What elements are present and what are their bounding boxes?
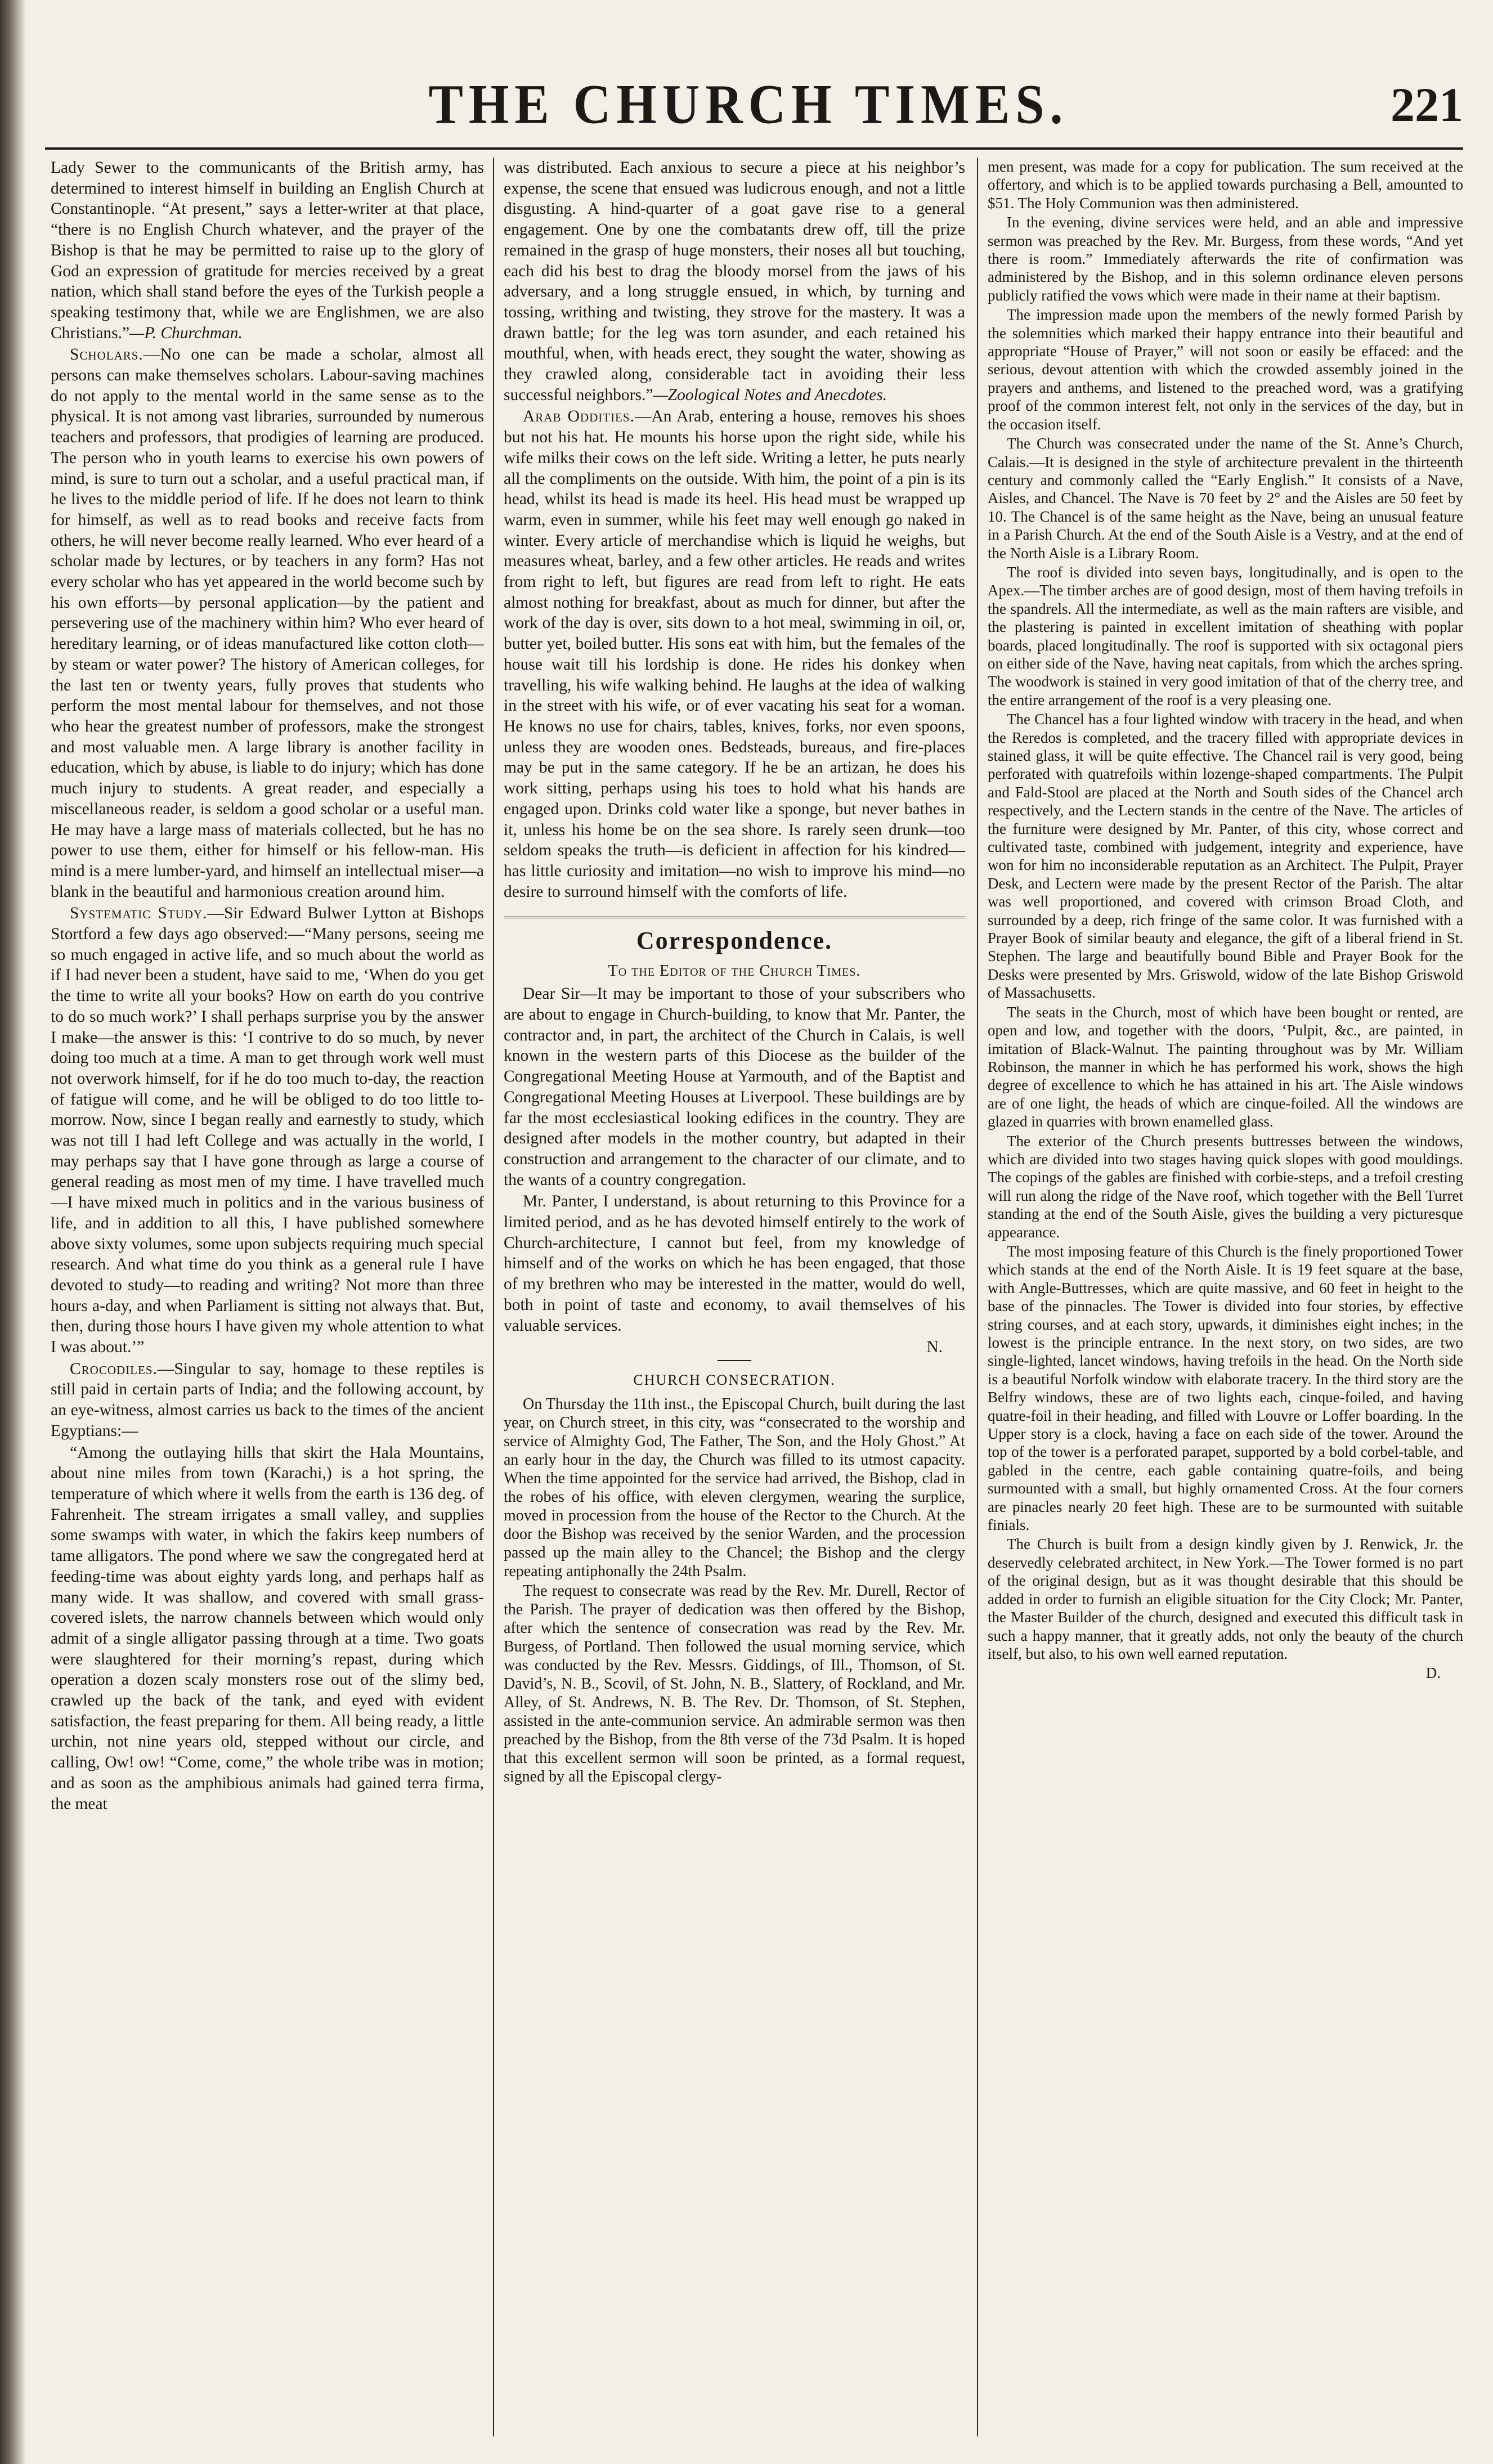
church-description-paragraph: The roof is divided into seven bays, longitudinally, and is open to the Apex.—The timber arches are of good design, most of them having trefoils in the spandrels. All the intermediate, as well as the main rafters are visible, and the plastering is painted in excellent imitation of sheathing with poplar boards, placed longitudinally. The roof is supported with six octagonal piers on either side of the Nave, having neat capitals, from which the arches spring. The woodwork is stained in very good imitation of that of the cherry tree, and the entire arrangement of the roof is a very pleasing one. bbox=[988, 563, 1463, 708]
consecration-paragraph: men present, was made for a copy for publication. The sum received at the offertory, and which is to be applied towards purchasing a Bell, amounted to $51. The Holy Communion was then administered. bbox=[988, 158, 1463, 212]
page-number: 221 bbox=[1391, 78, 1463, 132]
binding-gutter bbox=[0, 0, 26, 2464]
newspaper-title: THE CHURCH TIMES. bbox=[428, 73, 1069, 136]
article-text: was distributed. Each anxious to secure a piece at his neighbor’s expense, the scene that ensued was ludicrous enough, and not a little disgusting. A hind-quarter of a goat gave rise to a general engagement. One by one the combatants drew off, till the prize remained in the grasp of huge monsters, their noses all but touching, each did his best to drag the bloody morsel from the jaws of his adversary, and a long struggle ensued, in which, by turning and tossing, writhing and twisting, they strove for the mastery. It was a drawn battle; for the leg was torn asunder, and each retained his mouthful, when, with heads erect, they sought the water, showing as they crawled along, considerable tact in avoiding their less successful neighbors.” bbox=[504, 159, 965, 404]
consecration-paragraph: On Thursday the 11th inst., the Episcopal Church, built during the last year, on Church street, in this city, was “consecrated to the worship and service of Almighty God, The Father, The Son, and the Holy Ghost.” At an early hour in the day, the Church was filled to its utmost capacity. When the time appointed for the service had arrived, the Bishop, clad in the robes of his office, with eleven clergymen, wearing the surplice, moved in procession from the house of the Rector to the Church. At the door the Bishop was received by the senior Warden, and the procession passed up the main alley to the Chancel; the Bishop and the clergy repeating antiphonally the 24th Psalm. bbox=[504, 1395, 965, 1580]
church-description-paragraph: The exterior of the Church presents buttresses between the windows, which are divided into two stages having quick slopes with good mouldings. The copings of the gables are finished with corbie-steps, and a trefoil cresting will run along the ridge of the Nave roof, which together with the Bell Turret standing at the end of the South Aisle, gives the building a very picturesque appearance. bbox=[988, 1132, 1463, 1241]
article-text: —Singular to say, homage to these reptiles is still paid in certain parts of India; and the following account, by an eye-witness, almost carries us back to the times of the ancient Egyptians:— bbox=[51, 1359, 484, 1440]
article-attribution: —P. Churchman. bbox=[129, 324, 243, 342]
letter-paragraph: Mr. Panter, I understand, is about returning to this Province for a limited period, and as he has devoted himself entirely to the work of Church-architecture, I cannot but feel, from my knowledge of himself and of the works on which he has been engaged, that those of my brethren who may be interested in the matter, would do well, both in point of taste and economy, to avail themselves of his valuable services. bbox=[504, 1192, 965, 1335]
church-description-paragraph: The seats in the Church, most of which have been bought or rented, are open and low, and together with the doors, ‘Pulpit, &c., are painted, in imitation of Black-Walnut. The painting throughout was by Mr. William Robinson, the manner in which he has performed his work, shows the high degree of excellence to which he has attained in his art. The Aisle windows are of one light, the heads of which are cinque-foiled. All the windows are glazed in quarries with brown enamelled glass. bbox=[988, 1003, 1463, 1130]
letter-salutation-line: To the Editor of the Church Times. bbox=[608, 962, 861, 980]
article-text: —Sir Edward Bulwer Lytton at Bishops Stortford a few days ago observed:—“Many persons, seeing me so much engaged in active life, and so much about the world as if I had never been a student, have said to me, ‘When do you get the time to write all your books? How on earth do you contrive to do so much work?’ I shall perhaps surprise you by the answer I make—the answer is this: ‘I contrive to do so much, by never doing too much at a time. A man to get through work well must not overwork himself, for if he do too much to-day, the reaction of fatigue will come, and he will be obliged to do too little to-morrow. Now, since I began really and earnestly to study, which was not till I had left College and was actually in the world, I may perhaps say that I have gone through as large a course of general reading as most men of my time. I have travelled much—I have mixed much in politics and in the various business of life, and in addition to all this, I have published somewhere above sixty volumes, some upon subjects requiring much special research. And what time do you think as a general rule I have devoted to study—to reading and writing? Not more than three hours a-day, and when Parliament is sitting not always that. But, then, during those hours I have given my whole attention to what I was about.’” bbox=[51, 904, 484, 1357]
article-text: —An Arab, entering a house, removes his shoes but not his hat. He mounts his horse upon the right side, while his wife milks their cows on the left side. Writing a letter, he puts nearly all the compliments on the outside. With him, the point of a pin is its head, whilst its head is made its heel. His head must be wrapped up warm, even in summer, while his feet may well enough go naked in winter. Every article of merchandise which is liquid he weighs, but measures wheat, barley, and a few other articles. He reads and writes from right to left, but figures are read from left to right. He eats almost nothing for breakfast, about as much for dinner, but after the work of the day is over, sits down to a hot meal, swimming in oil, or, butter yet, boiled butter. His sons eat with him, but the females of the house wait till his lordship is done. He rides his donkey when travelling, his wife walking behind. He laughs at the idea of walking in the street with his wife, or of ever vacating his seat for a woman. He knows no use for chairs, tables, knives, forks, nor even spoons, unless they are wooden ones. Bedsteads, bureaus, and fire-places may be put in the same category. If he be an artizan, he does his work sitting, perhaps using his toes to hold what his hands are engaged upon. Drinks cold water like a sponge, but never bathes in it, unless his home be on the sea shore. Is rarely seen drunk—too seldom speaks the truth—is deficient in affection for his kindred—has little curiosity and imitation—no wish to improve his mind—no desire to surround himself with the comforts of life. bbox=[504, 407, 965, 901]
consecration-paragraph: The impression made upon the members of the newly formed Parish by the solemnities which marked their happy entrance into their beautiful and appropriate “House of Prayer,” will not soon or easily be effaced: and the serious, devout attention with which the crowded assembly joined in the prayers and anthems, and listened to the preached word, was a gratifying proof of the common interest felt, not only in the services of the day, but in the occasion itself. bbox=[988, 306, 1463, 433]
masthead bbox=[34, 73, 1463, 141]
header-rule bbox=[45, 147, 1463, 150]
article-crocodiles bbox=[51, 1359, 484, 1442]
article-scholars bbox=[51, 344, 484, 902]
article-lead: Arab Oddities. bbox=[523, 407, 635, 426]
consecration-paragraph: In the evening, divine services were held, and an able and impressive sermon was preached by the Rev. Mr. Burgess, from these words, “And yet there is room.” Immediately afterwards the rite of confirmation was administered by the Bishop, and in this solemn ordinance eleven persons publicly ratified the vows which were made in their name at their baptism. bbox=[988, 214, 1463, 304]
article-text: —No one can be made a scholar, almost all persons can make themselves scholars. Labour-saving machines do not apply to the mental world in the same sense as to the physical. It is not among vast libraries, surrounded by numerous teachers and professors, that prodigies of learning are produced. The person who in youth learns to exercise his own powers of mind, is sure to turn out a scholar, and a useful practical man, if he lives to the middle period of life. If he does not learn to think for himself, as well as to read books and receive facts from others, he will never become really learned. Who ever heard of a scholar made by lectures, or by teachers in any form? Has not every scholar who has yet appeared in the world become such by his own efforts—by personal application—by the patient and persevering use of the machinery within him? Who ever heard of hereditary learning, or of ideas manufactured like cotton cloth—by steam or water power? The history of American colleges, for the last ten or twenty years, fully proves that students who perform the most mental labour for themselves, and not those who hear the greatest number of professors, make the strongest and most valuable men. A large library is another facility in education, which by abuse, is liable to do injury; which has done much injury to students. A great reader, and especially a miscellaneous reader, is seldom a good scholar or a useful man. He may have a large mass of materials collected, but he has no power to use them, either for himself or his fellow-man. His mind is a mere lumber-yard, and himself an intellectual miser—a blank in the beautiful and harmonious creation around him. bbox=[51, 345, 484, 901]
church-description-paragraph: The Church was consecrated under the name of the St. Anne’s Church, Calais.—It is designed in the style of architecture prevalent in the thirteenth century and commonly called the “Early English.” It consists of a Nave, Aisles, and Chancel. The Nave is 70 feet by 2° and the Aisles are 50 feet by 10. The Chancel is of the same height as the Nave, being an unusual feature in a Parish Church. At the end of the South Aisle is a Vestry, and at the end of the North Aisle is a Library Room. bbox=[988, 435, 1463, 562]
article-signature: D. bbox=[1425, 1664, 1441, 1682]
column-rule-2 bbox=[977, 158, 978, 2436]
article-systematic-study bbox=[51, 903, 484, 1357]
column-rule-1 bbox=[493, 158, 494, 2436]
consecration-paragraph: The request to consecrate was read by the Rev. Mr. Durell, Rector of the Parish. The prayer of dedication was then offered by the Bishop, after which the sentence of consecration was read by the Rev. Mr. Burgess, of Portland. Then followed the usual morning service, which was conducted by the Rev. Messrs. Giddings, of Ill., Thomson, of St. David’s, N. B., Scovil, of St. John, N. B., Slattery, of Rockland, and Mr. Alley, of St. Andrews, N. B. The Rev. Dr. Thomson, of St. Stephen, assisted in the ante-communion service. An admirable sermon was then preached by the Bishop, from the 8th verse of the 73d Psalm. It is hoped that this excellent sermon will soon be printed, as a formal request, signed by all the Episcopal clergy- bbox=[504, 1582, 965, 1785]
article-lead: Systematic Study. bbox=[70, 904, 208, 923]
church-description-paragraph: The Chancel has a four lighted window with tracery in the head, and when the Reredos is completed, and the tracery filled with appropriate devices in stained glass, it will be quite effective. The Chancel rail is very good, being perforated with quatrefoils within lozenge-shaped compartments. The Pulpit and Fald-Stool are placed at the North and South sides of the Chancel arch respectively, and the Lectern stands in the centre of the Nave. The articles of the furniture were designed by Mr. Panter, of this city, whose correct and cultivated taste, combined with judgement, integrity and experience, have won for him no inconsiderable reputation as an Architect. The Pulpit, Prayer Desk, and Lectern were made by the present Rector of the Parish. The altar was well proportioned, and covered with crimson Broad Cloth, and surrounded by a deep, rich fringe of the same color. It was furnished with a Prayer Book of similar beauty and elegance, the gift of a liberal friend in St. Stephen. The large and beautifully bound Bible and Prayer Book for the Desks were presented by Mrs. Griswold, widow of the late Bishop Griswold of Massachusetts. bbox=[988, 711, 1463, 1002]
article-text: Lady Sewer to the communicants of the British army, has determined to interest himself in building an English Church at Constantinople. “At present,” says a letter-writer at that place, “there is no English Church whatever, and the prayer of the Bishop is that he may be permitted to raise up to the glory of God an expression of gratitude for mercies received by a great nation, which shall stand before the eyes of the Turkish people a speaking testimony that, while we are Englishmen, we are also Christians.” bbox=[51, 159, 484, 342]
column-1 bbox=[51, 158, 484, 2448]
article-crocodiles-cont bbox=[504, 158, 965, 405]
article-lead: Crocodiles. bbox=[70, 1359, 158, 1378]
section-heading-correspondence: Correspondence. bbox=[636, 927, 833, 955]
article-attribution: —Zoological Notes and Anecdotes. bbox=[653, 385, 887, 404]
letter-signature: N. bbox=[926, 1338, 943, 1357]
letter-paragraph: Dear Sir—It may be important to those of your subscribers who are about to engage in Church-building, to know that Mr. Panter, the contractor and, in part, the architect of the Church in Calais, is well known in the western parts of this Diocese as the builder of the Congregational Meeting House at Yarmouth, and of the Baptist and Congregational Meeting Houses at Liverpool. These buildings are by far the most ecclesiastical looking edifices in the country. They are designed after models in the mother country, but adapted in their construction and arrangement to the character of our climate, and to the wants of a country congregation. bbox=[504, 985, 965, 1189]
article-constantinople-church bbox=[51, 158, 484, 343]
church-description-paragraph: The Church is built from a design kindly given by J. Renwick, Jr. the deservedly celebrated architect, in New York.—The Tower formed is no part of the original design, but as it was thought desirable that this should be added in order to furnish an eligible situation for the City Clock; Mr. Panter, the Master Builder of the church, designed and executed this difficult task in such a happy manner, that it greatly adds, not only the beauty of the church itself, but also, to his own well earned reputation. bbox=[988, 1536, 1463, 1662]
short-divider bbox=[718, 1360, 751, 1361]
column-3 bbox=[988, 158, 1463, 2448]
subheading-church-consecration: CHURCH CONSECRATION. bbox=[633, 1371, 836, 1388]
article-lead: Scholars. bbox=[70, 345, 144, 364]
column-2 bbox=[504, 158, 965, 2448]
section-divider bbox=[504, 917, 965, 918]
article-crocodiles-quote: “Among the outlaying hills that skirt the Hala Mountains, about nine miles from town (Karachi,) is a hot spring, the temperature of which where it wells from the earth is 136 deg. of Fahrenheit. The stream irrigates a small valley, and supplies some swamps with water, in which the fakirs keep numbers of tame alligators. The pond where we saw the congregated herd at feeding-time was about eighty yards long, and perhaps half as many wide. It was shallow, and covered with small grass-covered islets, the narrow channels between which would only admit of a single alligator passing through at a time. Two goats were slaughtered for their morning’s repast, during which operation a dozen scaly monsters rose out of the slimy bed, crawled up the back of the tank, and eyed with evident satisfaction, the feast preparing for them. All being ready, a little urchin, not nine years old, stepped without our circle, and calling, Ow! ow! “Come, come,” the whole tribe was in motion; and as soon as the amphibious animals had gained terra firma, the meat bbox=[51, 1443, 484, 1813]
church-description-paragraph: The most imposing feature of this Church is the finely proportioned Tower which stands at the end of the North Aisle. It is 19 feet square at the base, with Angle-Buttresses, which are quite massive, and 60 feet in height to the base of the pinnacles. The Tower is divided into four stories, by effective string courses, and at each story, upwards, it diminishes eight inches; in the lowest is the principle entrance. In the next story, on two sides, are two single-lighted, lancet windows, having trefoils in the head. On the North side is a beautiful Norfolk window with elaborate tracery. In the third story are the Belfry windows, these are of two lights each, cinque-foiled, and having quatre-foil in their heading, and filled with Louvre or Loffer boarding. In the Upper story is a clock, having a face on each side of the tower. Around the top of the tower is a perforated parapet, supported by a bold corbel-table, and gabled in the centre, each gable containing quatre-foils, and being surmounted with a small, but highly ornamented Cross. At the four corners are pinacles nearly 20 feet high. These are to be surmounted with suitable finials. bbox=[988, 1242, 1463, 1534]
article-arab-oddities bbox=[504, 406, 965, 902]
